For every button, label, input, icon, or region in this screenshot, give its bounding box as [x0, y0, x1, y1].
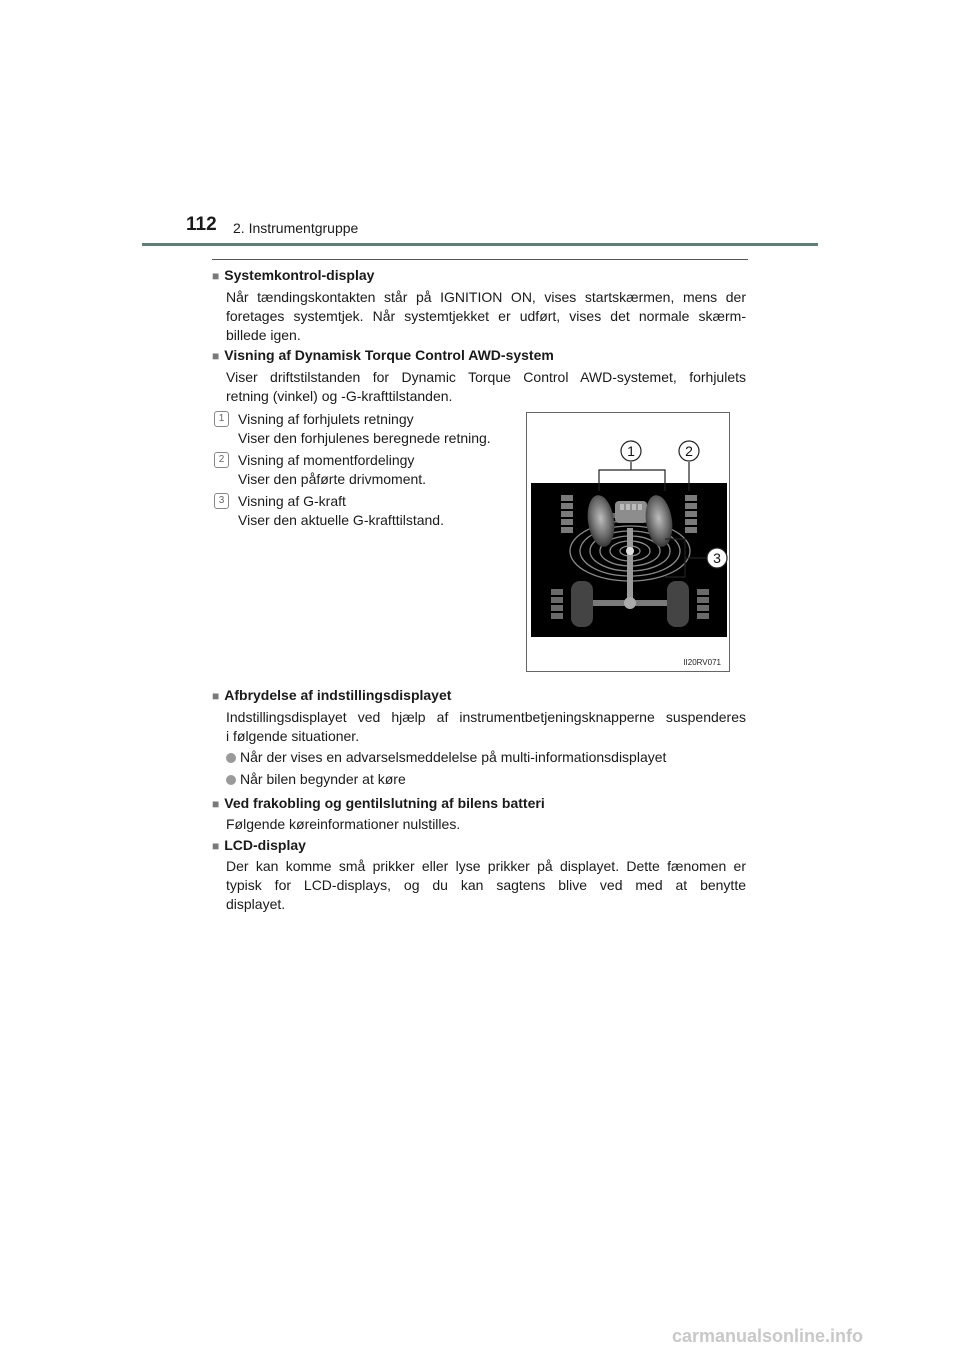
section-title-awd: ■ Visning af Dynamisk Torque Control AWD-system	[212, 347, 554, 363]
square-bullet-icon: ■	[212, 839, 220, 853]
section-text-lcd: Der kan komme små prikker eller lyse prikker på displayet. Dette fænomen er typisk for LCD-displays, og du kan sagtens blive ved med at benytte displayet.	[226, 858, 746, 912]
section-title-lcd: ■ LCD-display	[212, 837, 306, 853]
section-text-awd: Viser driftstilstanden for Dynamic Torque Control AWD-systemet, forhjulets retning (vinkel) og -G-krafttilstanden.	[226, 369, 746, 404]
page-number: 112	[186, 214, 217, 235]
round-bullet-icon	[226, 753, 236, 763]
awd-display-figure	[526, 412, 730, 672]
section-text-afbrydelse: Indstillingsdisplayet ved hjælp af instrumentbetjeningsknapperne suspenderes i følgende situationer.	[226, 709, 746, 744]
callout-3-label: 3	[713, 550, 721, 566]
bullet-item: Når der vises en advarselsmeddelelse på multi-informationsdisplayet	[226, 748, 666, 767]
figure-code: II20RV071	[683, 658, 721, 667]
section-title-afbrydelse: ■ Afbrydelse af indstillingsdisplayet	[212, 687, 452, 703]
square-bullet-icon: ■	[212, 797, 220, 811]
section-title-systemkontrol: ■ Systemkontrol-display	[212, 267, 375, 283]
callout-2-label: 2	[685, 443, 693, 459]
watermark: carmanualsonline.info	[672, 1326, 864, 1346]
section-rule	[212, 259, 748, 260]
chapter-title: 2. Instrumentgruppe	[233, 220, 359, 236]
square-bullet-icon: ■	[212, 689, 220, 703]
awd-display-illustration	[527, 413, 731, 673]
square-bullet-icon: ■	[212, 349, 220, 363]
section-title-batteri: ■ Ved frakobling og gentilslutning af bilens batteri	[212, 795, 545, 811]
callout-1-label: 1	[627, 443, 635, 459]
section-text-systemkontrol: Når tændingskontakten står på IGNITION ON, vises startskærmen, mens der foretages systemtjek. Når systemtjekket er udført, vises det normale skærm- billede igen.	[226, 289, 746, 343]
section-text-batteri: Følgende køreinformationer nulstilles.	[226, 816, 461, 832]
bullet-item: Når bilen begynder at køre	[226, 770, 406, 789]
round-bullet-icon	[226, 775, 236, 785]
square-bullet-icon: ■	[212, 269, 220, 283]
header-rule	[142, 243, 818, 246]
